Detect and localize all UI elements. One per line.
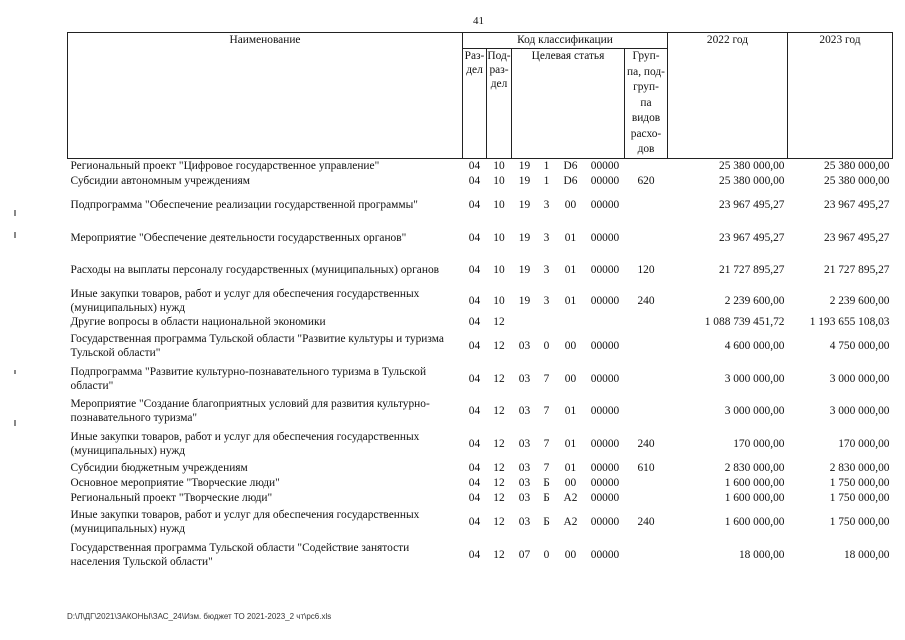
cell-t2: 7	[543, 372, 550, 385]
cell-t4: 00000	[590, 405, 620, 417]
header-section: Раз- дел	[463, 49, 487, 159]
cell-t4: 00000	[590, 477, 620, 489]
cell-t1: 03	[518, 340, 531, 352]
cell-pr: 12	[493, 477, 505, 489]
cell-t1: 19	[518, 231, 531, 244]
cell-y2022: 21 727 895,27	[719, 264, 785, 276]
table-row	[68, 222, 893, 254]
cell-gr: 240	[637, 294, 655, 307]
cell-y2023: 4 750 000,00	[829, 340, 890, 352]
cell-t4	[586, 315, 625, 330]
cell-name: Расходы на выплаты персоналу государственных (муниципальных) органов	[70, 264, 440, 276]
header-target: Целевая статья	[512, 49, 625, 159]
table-row	[68, 363, 893, 395]
cell-rz: 04	[468, 231, 481, 244]
cell-name: Иные закупки товаров, работ и услуг для обеспечения государственных (муниципальных) нужд	[70, 431, 420, 457]
cell-y2022: 3 000 000,00	[724, 372, 785, 385]
cell-t3: 00	[564, 477, 577, 489]
margin-mark	[14, 420, 16, 426]
cell-t2: 7	[543, 462, 550, 474]
header-year-2023: 2023 год	[788, 33, 893, 159]
table-row	[68, 395, 893, 428]
page-number: 41	[473, 15, 484, 27]
margin-mark	[14, 370, 16, 374]
cell-t3: 01	[564, 462, 577, 474]
cell-rz: 04	[468, 492, 481, 504]
cell-rz: 04	[468, 549, 481, 561]
table-row	[68, 506, 893, 539]
table-row	[68, 428, 893, 461]
cell-y2023: 23 967 495,27	[824, 231, 890, 244]
cell-pr: 12	[493, 516, 505, 528]
cell-y2022: 18 000,00	[738, 549, 785, 561]
cell-t4: 00000	[590, 462, 620, 474]
cell-t1: 19	[518, 294, 531, 307]
table-row	[68, 287, 893, 315]
margin-mark	[14, 210, 16, 216]
cell-name: Региональный проект "Творческие люди"	[70, 492, 273, 504]
header-subsection: Под- раз- дел	[487, 49, 512, 159]
file-path-footer: D:\Л\ДГ\2021\ЗАКОНЫ\ЗАС_24\Изм. бюджет ТО 2021-2023_2 чт\рс6.xls	[67, 612, 332, 621]
cell-rz: 04	[468, 199, 481, 211]
cell-gr	[625, 491, 668, 506]
cell-t3	[556, 315, 586, 330]
header-code: Код классификации	[463, 33, 668, 49]
cell-t2: 7	[543, 405, 550, 417]
cell-y2023: 1 750 000,00	[829, 477, 890, 489]
cell-y2022: 23 967 495,27	[719, 199, 785, 211]
cell-y2023: 170 000,00	[838, 438, 890, 450]
header-group: Груп- па, под- груп- па видов расхо- дов	[625, 49, 668, 159]
cell-t4: 00000	[590, 372, 620, 385]
cell-y2022: 1 600 000,00	[724, 516, 785, 528]
cell-name: Региональный проект "Цифровое государственное управление"	[70, 160, 380, 173]
cell-pr: 12	[493, 405, 505, 417]
cell-t3: 01	[564, 438, 577, 450]
table-row	[68, 159, 893, 174]
cell-t1: 19	[518, 160, 531, 173]
cell-rz: 04	[468, 340, 481, 352]
cell-gr	[625, 395, 668, 428]
cell-y2022: 25 380 000,00	[719, 175, 785, 187]
cell-pr: 10	[493, 294, 505, 307]
cell-name: Государственная программа Тульской области "Содействие занятости населения Тульской области"	[70, 542, 410, 568]
cell-y2023: 1 750 000,00	[829, 516, 890, 528]
cell-y2022: 4 600 000,00	[724, 340, 785, 352]
cell-t4: 00000	[590, 199, 620, 211]
cell-gr	[625, 363, 668, 395]
table-row	[68, 174, 893, 189]
cell-t4: 00000	[590, 340, 620, 352]
cell-t3: А2	[563, 516, 578, 528]
cell-gr	[625, 159, 668, 174]
budget-table	[67, 32, 893, 572]
cell-t4: 00000	[590, 264, 620, 276]
cell-rz: 04	[468, 405, 481, 417]
cell-rz: 04	[468, 160, 481, 173]
cell-rz: 04	[468, 438, 481, 450]
cell-t4: 00000	[590, 438, 620, 450]
cell-t3: 00	[564, 372, 577, 385]
cell-t3: 01	[564, 405, 577, 417]
cell-pr: 12	[493, 372, 505, 385]
cell-rz: 04	[468, 316, 481, 328]
cell-name: Подпрограмма "Развитие культурно-познавательного туризма в Тульской области"	[70, 365, 427, 392]
table-body	[68, 159, 893, 572]
cell-t2: 3	[543, 294, 550, 307]
cell-gr	[625, 476, 668, 491]
cell-t3: 01	[564, 231, 577, 244]
cell-gr: 610	[637, 462, 655, 474]
cell-y2023: 18 000,00	[843, 549, 890, 561]
cell-pr: 12	[493, 492, 505, 504]
cell-y2022: 1 600 000,00	[724, 477, 785, 489]
cell-t4: 00000	[590, 160, 620, 173]
table-row	[68, 315, 893, 330]
cell-t2: 1	[543, 160, 550, 173]
cell-t3: 00	[564, 549, 577, 561]
cell-gr: 120	[637, 264, 655, 276]
cell-t2: Б	[543, 516, 550, 528]
cell-t4: 00000	[590, 231, 620, 244]
cell-t1: 03	[518, 462, 531, 474]
cell-y2022: 2 239 600,00	[724, 294, 785, 307]
cell-t2: 0	[543, 340, 550, 352]
cell-y2023: 3 000 000,00	[829, 372, 890, 385]
cell-rz: 04	[468, 294, 481, 307]
cell-pr: 10	[493, 264, 505, 276]
cell-name: Основное мероприятие "Творческие люди"	[70, 477, 280, 489]
cell-t2: 3	[543, 264, 550, 276]
cell-t3: D6	[563, 175, 578, 187]
cell-name: Государственная программа Тульской области "Развитие культуры и туризма Тульской области"	[70, 333, 444, 359]
cell-pr: 10	[493, 175, 505, 187]
cell-name: Подпрограмма "Обеспечение реализации государственной программы"	[70, 199, 418, 211]
cell-y2023: 23 967 495,27	[824, 199, 890, 211]
cell-y2023: 2 830 000,00	[829, 462, 890, 474]
cell-t2: Б	[543, 477, 550, 489]
cell-name: Мероприятие "Обеспечение деятельности государственных органов"	[70, 231, 407, 244]
cell-y2022: 1 600 000,00	[724, 492, 785, 504]
cell-y2022: 23 967 495,27	[719, 231, 785, 244]
cell-t3: 01	[564, 294, 577, 307]
cell-rz: 04	[468, 516, 481, 528]
cell-name: Иные закупки товаров, работ и услуг для обеспечения государственных (муниципальных) нужд	[70, 509, 420, 535]
cell-t2	[538, 315, 556, 330]
cell-pr: 10	[493, 160, 505, 173]
cell-pr: 12	[493, 438, 505, 450]
cell-y2023: 21 727 895,27	[824, 264, 890, 276]
cell-y2022: 25 380 000,00	[719, 160, 785, 173]
cell-t3: 00	[564, 199, 577, 211]
cell-y2023: 25 380 000,00	[824, 160, 890, 173]
cell-rz: 04	[468, 462, 481, 474]
cell-t2: 3	[543, 199, 550, 211]
cell-pr: 10	[493, 231, 505, 244]
cell-t1: 03	[518, 372, 531, 385]
cell-t4: 00000	[590, 492, 620, 504]
cell-t1: 03	[518, 516, 531, 528]
cell-gr	[625, 539, 668, 572]
cell-pr: 12	[493, 316, 505, 328]
cell-gr: 240	[637, 438, 655, 450]
cell-y2023: 25 380 000,00	[824, 175, 890, 187]
header-year-2022: 2022 год	[668, 33, 788, 159]
cell-y2023: 1 193 655 108,03	[809, 316, 890, 328]
cell-rz: 04	[468, 372, 481, 385]
cell-pr: 12	[493, 340, 505, 352]
cell-t1: 03	[518, 438, 531, 450]
cell-name: Иные закупки товаров, работ и услуг для обеспечения государственных (муниципальных) нужд	[70, 287, 420, 314]
cell-y2023: 3 000 000,00	[829, 405, 890, 417]
cell-rz: 04	[468, 175, 481, 187]
cell-name: Другие вопросы в области национальной экономики	[70, 316, 326, 328]
cell-t2: 3	[543, 231, 550, 244]
table-row	[68, 491, 893, 506]
cell-name: Субсидии автономным учреждениям	[70, 175, 250, 187]
cell-t2: 7	[543, 438, 550, 450]
cell-y2022: 1 088 739 451,72	[704, 316, 785, 328]
cell-pr: 10	[493, 199, 505, 211]
cell-t4: 00000	[590, 294, 620, 307]
cell-t3: 00	[564, 340, 577, 352]
cell-t4: 00000	[590, 175, 620, 187]
cell-t4: 00000	[590, 549, 620, 561]
cell-t1: 19	[518, 175, 531, 187]
table-row	[68, 461, 893, 476]
cell-pr: 12	[493, 549, 505, 561]
margin-mark	[14, 232, 16, 238]
cell-t1: 03	[518, 492, 531, 504]
cell-t1: 03	[518, 405, 531, 417]
cell-y2023: 2 239 600,00	[829, 294, 890, 307]
cell-t2: 1	[543, 175, 550, 187]
table-header	[68, 33, 893, 159]
cell-name: Мероприятие "Создание благоприятных условий для развития культурно-познавательного туризма"	[70, 398, 430, 424]
table-row	[68, 330, 893, 363]
table-row	[68, 539, 893, 572]
table-row	[68, 254, 893, 287]
cell-t1: 03	[518, 477, 531, 489]
cell-t3: D6	[563, 160, 578, 173]
cell-gr: 620	[637, 175, 655, 187]
cell-rz: 04	[468, 264, 481, 276]
cell-y2022: 170 000,00	[733, 438, 785, 450]
cell-t1: 07	[518, 549, 531, 561]
cell-y2022: 2 830 000,00	[724, 462, 785, 474]
cell-y2023: 1 750 000,00	[829, 492, 890, 504]
cell-gr	[625, 315, 668, 330]
header-name: Наименование	[68, 33, 463, 159]
cell-name: Субсидии бюджетным учреждениям	[70, 462, 248, 474]
cell-t3: 01	[564, 264, 577, 276]
cell-y2022: 3 000 000,00	[724, 405, 785, 417]
table-row	[68, 476, 893, 491]
cell-rz: 04	[468, 477, 481, 489]
cell-gr	[625, 222, 668, 254]
table-row	[68, 189, 893, 222]
cell-t1	[512, 315, 538, 330]
cell-gr	[625, 189, 668, 222]
cell-gr	[625, 330, 668, 363]
cell-t3: А2	[563, 492, 578, 504]
cell-t1: 19	[518, 199, 531, 211]
cell-pr: 12	[493, 462, 505, 474]
cell-gr: 240	[637, 516, 655, 528]
cell-t2: 0	[543, 549, 550, 561]
cell-t1: 19	[518, 264, 531, 276]
cell-t4: 00000	[590, 516, 620, 528]
cell-t2: Б	[543, 492, 550, 504]
